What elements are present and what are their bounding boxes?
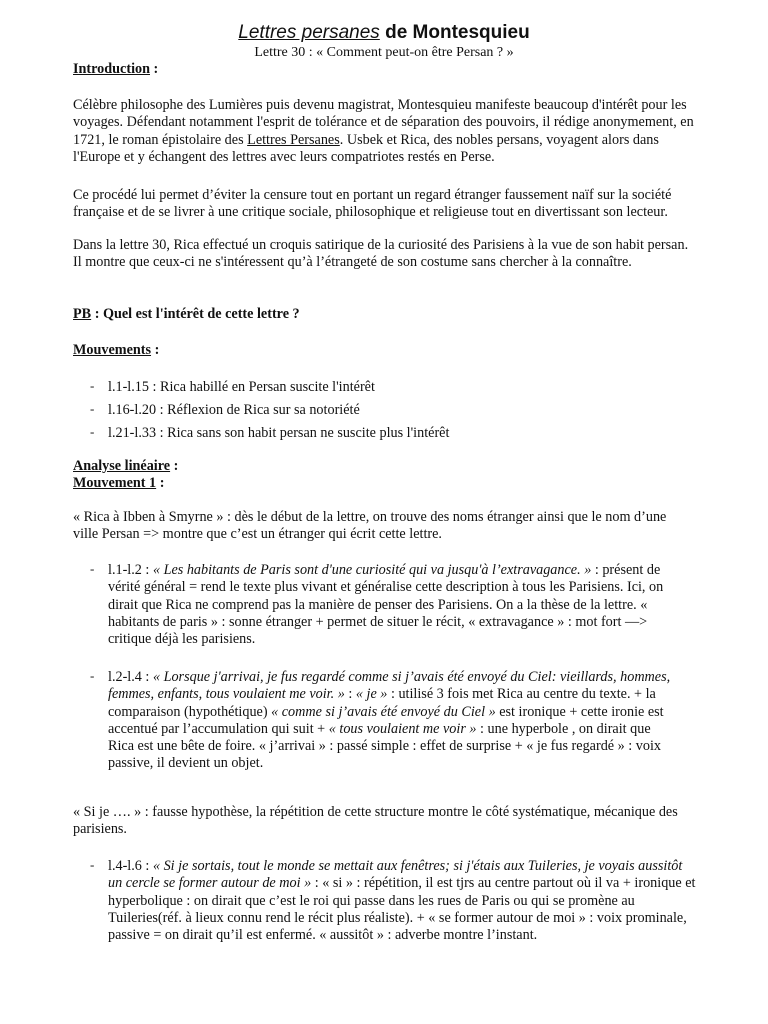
mouvement-1-heading: Mouvement 1 : — [73, 475, 165, 491]
bullet-dash: - — [90, 668, 95, 683]
problematique: PB : Quel est l'intérêt de cette lettre ? — [73, 306, 300, 322]
introduction-paragraph-1: Célèbre philosophe des Lumières puis devenu magistrat, Montesquieu manifeste beaucoup d'intérêt pour les voyages. Défendant notamment l'esprit de tolérance et de séparation des pouvoirs, il rédige anonymement, en 1721, le roman épistolaire des Lettres Persanes. Usbek et Rica, des nobles persans, voyagent alors dans l'Europe et y échangent des lettres avec leurs compatriotes restés en Perse. — [73, 97, 694, 165]
quote: « Lorsque j'arrivai, je fus regardé comme si j’avais été envoyé du Ciel: vieillards, hommes, femmes, enfants, tous voulaient me voir. » — [108, 669, 671, 703]
bullet-dash: - — [90, 378, 95, 393]
mouvement-item-3: l.21-l.33 : Rica sans son habit persan ne suscite plus l'intérêt — [108, 425, 450, 441]
mouvement-item-1: l.1-l.15 : Rica habillé en Persan suscite l'intérêt — [108, 379, 375, 395]
bullet-dash: - — [90, 857, 95, 872]
introduction-heading: Introduction : — [73, 61, 159, 77]
title-work: Lettres persanes — [238, 22, 380, 43]
quote: « Si je sortais, tout le monde se mettait aux fenêtres; si j'étais aux Tuileries, je voyais aussitôt un cercle se former autour de moi » — [108, 858, 683, 892]
fausse-hypothese-paragraph: « Si je …. » : fausse hypothèse, la répétition de cette structure montre le côté systématique, mécanique des parisiens. — [73, 804, 678, 838]
analyse-heading: Analyse linéaire : — [73, 458, 179, 474]
mouvement-item-2: l.16-l.20 : Réflexion de Rica sur sa notoriété — [108, 402, 360, 418]
analyse-paragraph-1: « Rica à Ibben à Smyrne » : dès le début de la lettre, on trouve des noms étranger ainsi que le nom d’une ville Persan => montre que c’est un étranger qui écrit cette lettre. — [73, 509, 667, 543]
bullet-dash: - — [90, 561, 95, 576]
title-rest: de Montesquieu — [379, 22, 530, 43]
quote: « je » — [355, 686, 388, 703]
analysis-item-l2-l4: l.2-l.4 : « Lorsque j'arrivai, je fus regardé comme si j’avais été envoyé du Ciel: vieillards, hommes, femmes, enfants, tous voulaient me voir. » : « je » : utilisé 3 fois met Rica au centre du texte. + la comparaison (hypothétique) « comme si j’avais été envoyé du Ciel » est ironique + cette ironie est accentué par l’accumulation qui suit + « tous voulaient me voir » : une hyperbole , on dirait que Rica est une bête de foire. « j’arrivai » : passé simple : effet de surprise + « je fus regardé » : voix passive, il devient un objet. — [108, 669, 671, 772]
introduction-paragraph-3: Dans la lettre 30, Rica effectué un croquis satirique de la curiosité des Parisiens à la vue de son habit persan. Il montre que ceux-ci ne s'intéressent qu’à l’étrangeté de son costume sans chercher à la connaître. — [73, 237, 689, 271]
document-title — [0, 22, 768, 44]
lettres-persanes-title: Lettres Persanes — [247, 131, 340, 148]
bullet-dash: - — [90, 424, 95, 439]
quote: « comme si j’avais été envoyé du Ciel » — [271, 703, 496, 720]
mouvements-heading: Mouvements : — [73, 342, 160, 358]
bullet-dash: - — [90, 401, 95, 416]
quote: « Les habitants de Paris sont d'une curiosité qui va jusqu'à l’extravagance. » — [152, 562, 592, 578]
introduction-paragraph-2: Ce procédé lui permet d’éviter la censure tout en portant un regard étranger faussement naïf sur la société française et de se livrer à une critique sociale, philosophique et religieuse tout en divertissant son lecteur. — [73, 187, 672, 221]
analysis-item-l1-l2: l.1-l.2 : « Les habitants de Paris sont d'une curiosité qui va jusqu'à l’extravagance. » : présent de vérité général = rend le texte plus vivant et généralise cette description à tous les Parisiens. Ici, on dirait que Rica ne comprend pas la manière de penser des Parisiens. On a la thèse de la lettre. « habitants de paris » : sonne étranger + permet de situer le récit, « extravagance » : mot fort —> critique déjà les parisiens. — [108, 562, 664, 648]
quote: « tous voulaient me voir » — [328, 720, 477, 737]
document-subtitle: Lettre 30 : « Comment peut-on être Persan ? » — [254, 45, 514, 60]
analysis-item-l4-l6: l.4-l.6 : « Si je sortais, tout le monde se mettait aux fenêtres; si j'étais aux Tuileries, je voyais aussitôt un cercle se former autour de moi » : « si » : répétition, il est tjrs au centre partout où il va + ironique et hyperbolique : on dirait que c’est le roi qui passe dans les rues de Paris ou qui se promène au Tuileries(réf. à lieux connu rend le récit plus réaliste). + « se former autour de moi » : voix prominale, passive = on dirait qu’il est enfermé. « aussitôt » : adverbe montre l’instant. — [108, 858, 696, 944]
